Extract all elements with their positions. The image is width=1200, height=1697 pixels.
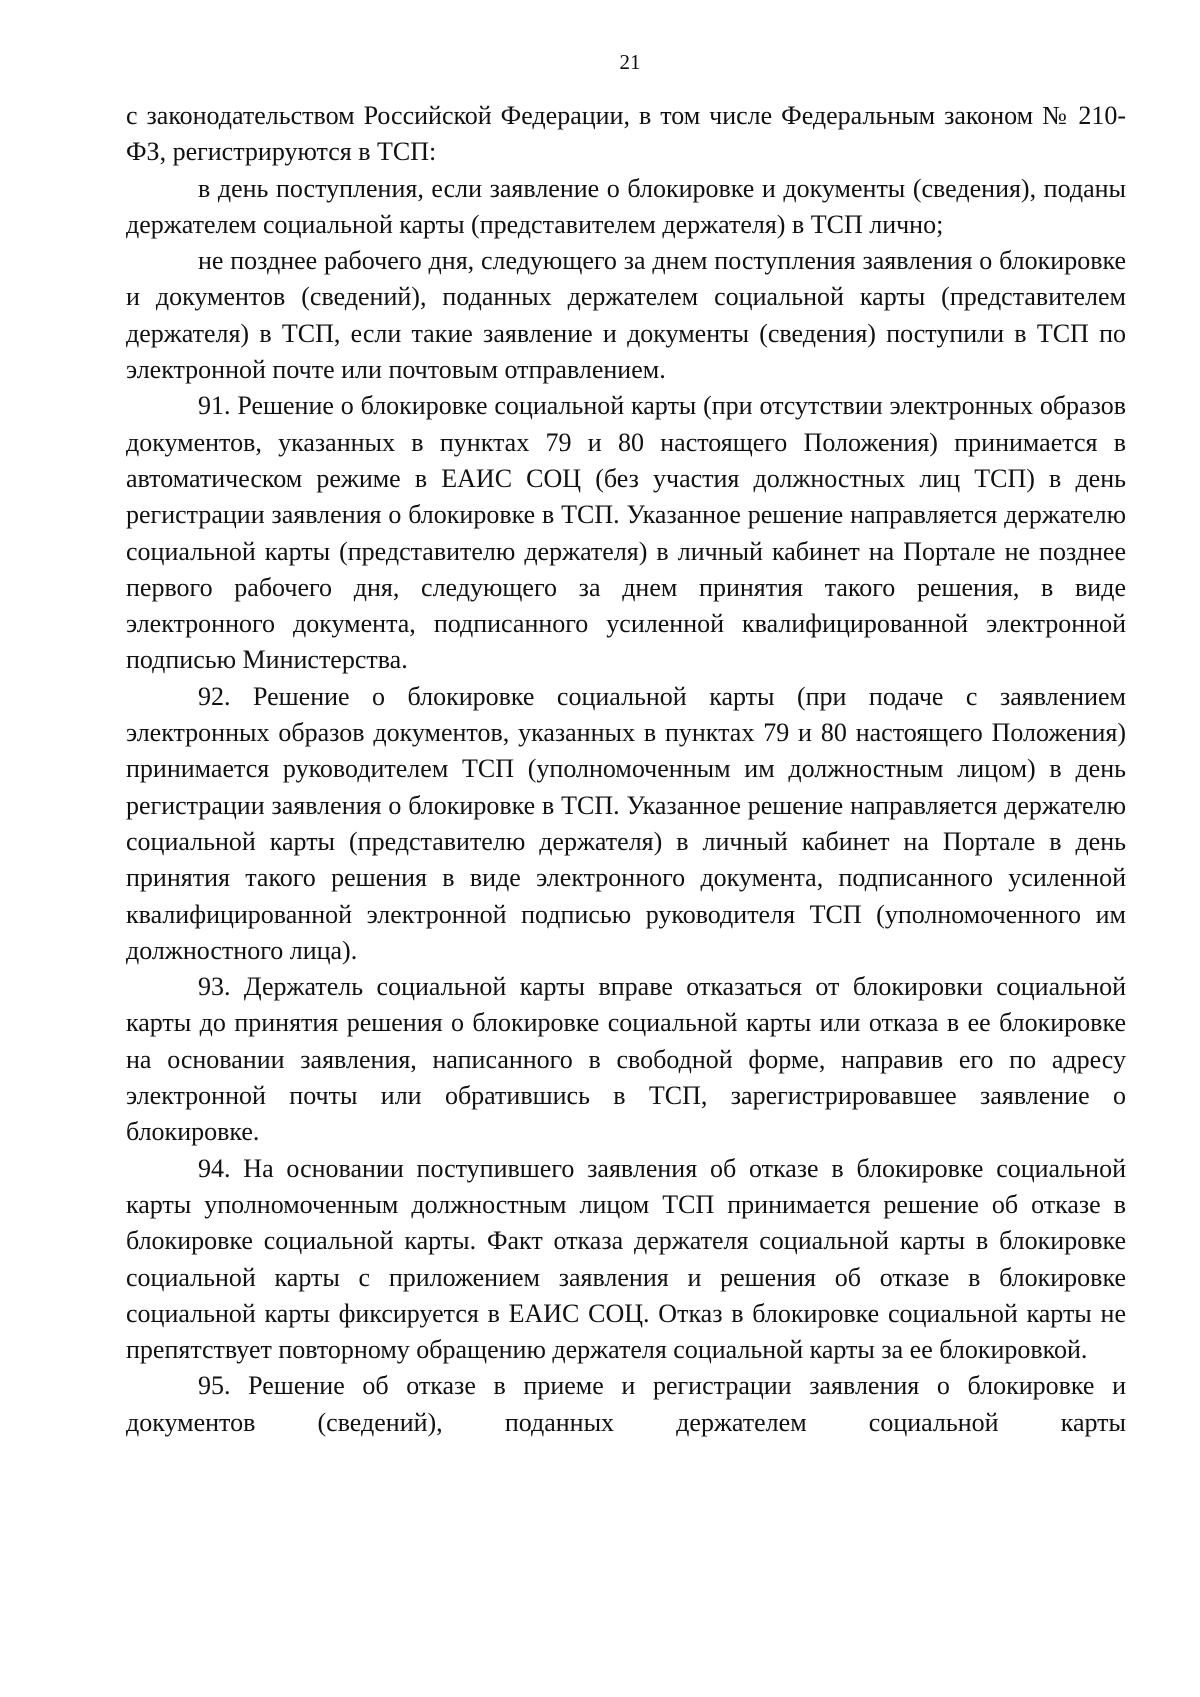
paragraph-item-91: 91. Решение о блокировке социальной карты (при отсутствии электронных образов документов, указанных в пунктах 79 и 80 настоящего Положения) принимается в автоматическом режиме в ЕАИС СОЦ (без участия должностных лиц ТСП) в день регистрации заявления о блокировке в ТСП. Указанное решение направляется держателю социальной карты (представителю держателя) в личный кабинет на Портале не позднее первого рабочего дня, следующего за днем принятия такого решения, в виде электронного документа, подписанного усиленной квалифицированной электронной подписью Министерства. [126,391,1126,675]
paragraph-continuation: с законодательством Российской Федерации, в том числе Федеральным законом № 210-ФЗ, регистрируются в ТСП: [126,101,1126,167]
paragraph-item-94: 94. На основании поступившего заявления об отказе в блокировке социальной карты уполномоченным должностным лицом ТСП принимается решение об отказе в блокировке социальной карты. Факт отказа держателя социальной карты в блокировке социальной карты с приложением заявления и решения об отказе в блокировке социальной карты фиксируется в ЕАИС СОЦ. Отказ в блокировке социальной карты не препятствует повторному обращению держателя социальной карты за ее блокировкой. [126,1153,1126,1365]
paragraph-item-93: 93. Держатель социальной карты вправе отказаться от блокировки социальной карты до принятия решения о блокировке социальной карты или отказа в ее блокировке на основании заявления, написанного в свободной форме, направив его по адресу электронной почты или обратившись в ТСП, зарегистрировавшее заявление о блокировке. [126,972,1126,1147]
paragraph-item-92: 92. Решение о блокировке социальной карты (при подаче с заявлением электронных образов документов, указанных в пунктах 79 и 80 настоящего Положения) принимается руководителем ТСП (уполномоченным им должностным лицом) в день регистрации заявления о блокировке в ТСП. Указанное решение направляется держателю социальной карты (представителю держателя) в личный кабинет на Портале в день принятия такого решения в виде электронного документа, подписанного усиленной квалифицированной электронной подписью руководителя ТСП (уполномоченного им должностного лица). [126,681,1126,965]
page-number: 21 [619,50,641,74]
paragraph-item-95: 95. Решение об отказе в приеме и регистрации заявления о блокировке и документов (сведений), поданных держателем социальной карты [126,1371,1126,1437]
paragraph-registration-by-mail: не позднее рабочего дня, следующего за днем поступления заявления о блокировке и документов (сведений), поданных держателем социальной карты (представителем держателя) в ТСП, если такие заявление и документы (сведения) поступили в ТСП по электронной почте или почтовым отправлением. [126,246,1126,385]
paragraph-registration-in-person: в день поступления, если заявление о блокировке и документы (сведения), поданы держателем социальной карты (представителем держателя) в ТСП лично; [126,173,1126,239]
document-body [126,98,1126,1441]
